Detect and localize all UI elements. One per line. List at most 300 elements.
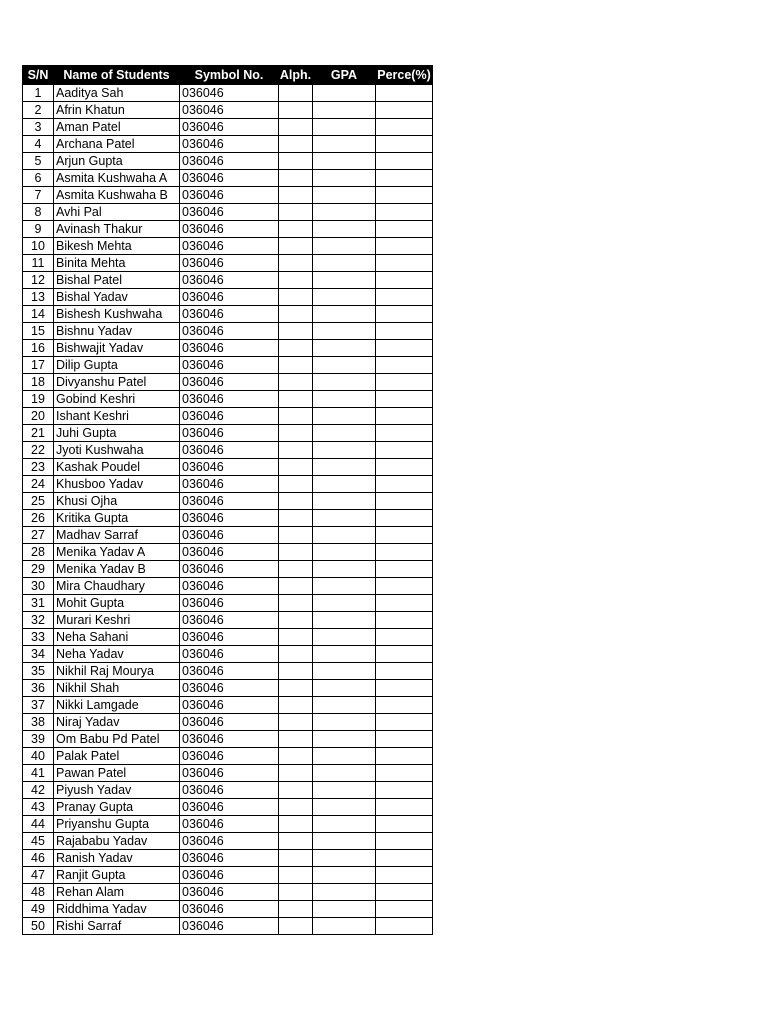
alph-cell [279,85,313,102]
table-row [23,510,433,527]
sn-cell: 14 [23,306,54,323]
alph-cell [279,357,313,374]
sn-cell: 33 [23,629,54,646]
gpa-cell [313,578,376,595]
sn-cell: 5 [23,153,54,170]
table-row [23,238,433,255]
gpa-cell [313,238,376,255]
name-cell: Khusi Ojha [54,493,180,510]
table-row [23,272,433,289]
perc-cell [376,238,433,255]
name-cell: Murari Keshri [54,612,180,629]
symbol-cell: 036046 [180,238,279,255]
perc-cell [376,170,433,187]
symbol-cell: 036046 [180,799,279,816]
sn-cell: 3 [23,119,54,136]
sn-cell: 10 [23,238,54,255]
table-row [23,918,433,935]
name-cell: Bishesh Kushwaha [54,306,180,323]
table-row [23,136,433,153]
alph-cell [279,612,313,629]
name-cell: Rehan Alam [54,884,180,901]
sn-cell: 45 [23,833,54,850]
symbol-cell: 036046 [180,782,279,799]
table-row [23,731,433,748]
gpa-cell [313,408,376,425]
perc-cell [376,918,433,935]
table-row [23,425,433,442]
symbol-cell: 036046 [180,731,279,748]
symbol-cell: 036046 [180,272,279,289]
alph-cell [279,527,313,544]
symbol-cell: 036046 [180,323,279,340]
gpa-cell [313,459,376,476]
alph-cell [279,255,313,272]
perc-cell [376,663,433,680]
perc-cell [376,408,433,425]
name-cell: Divyanshu Patel [54,374,180,391]
perc-cell [376,782,433,799]
name-cell: Piyush Yadav [54,782,180,799]
sn-cell: 1 [23,85,54,102]
symbol-cell: 036046 [180,714,279,731]
name-cell: Bishnu Yadav [54,323,180,340]
symbol-cell: 036046 [180,408,279,425]
symbol-cell: 036046 [180,850,279,867]
sn-cell: 8 [23,204,54,221]
name-cell: Bishal Yadav [54,289,180,306]
sn-cell: 24 [23,476,54,493]
symbol-cell: 036046 [180,153,279,170]
gpa-cell [313,748,376,765]
name-cell: Kashak Poudel [54,459,180,476]
name-cell: Bikesh Mehta [54,238,180,255]
gpa-cell [313,510,376,527]
symbol-cell: 036046 [180,918,279,935]
symbol-cell: 036046 [180,663,279,680]
gpa-cell [313,544,376,561]
alph-cell [279,884,313,901]
symbol-cell: 036046 [180,425,279,442]
table-row [23,697,433,714]
name-cell: Neha Yadav [54,646,180,663]
gpa-cell [313,680,376,697]
alph-cell [279,204,313,221]
header-perc: Perce(%) [376,66,433,85]
name-cell: Pawan Patel [54,765,180,782]
alph-cell [279,578,313,595]
symbol-cell: 036046 [180,340,279,357]
table-row [23,476,433,493]
gpa-cell [313,595,376,612]
gpa-cell [313,272,376,289]
sn-cell: 44 [23,816,54,833]
sn-cell: 19 [23,391,54,408]
gpa-cell [313,697,376,714]
alph-cell [279,901,313,918]
gpa-cell [313,136,376,153]
symbol-cell: 036046 [180,867,279,884]
name-cell: Priyanshu Gupta [54,816,180,833]
gpa-cell [313,714,376,731]
perc-cell [376,884,433,901]
perc-cell [376,374,433,391]
name-cell: Rishi Sarraf [54,918,180,935]
perc-cell [376,153,433,170]
table-row [23,374,433,391]
perc-cell [376,578,433,595]
alph-cell [279,493,313,510]
alph-cell [279,629,313,646]
table-row [23,833,433,850]
sn-cell: 22 [23,442,54,459]
gpa-cell [313,425,376,442]
perc-cell [376,612,433,629]
name-cell: Dilip Gupta [54,357,180,374]
symbol-cell: 036046 [180,544,279,561]
alph-cell [279,816,313,833]
gpa-cell [313,612,376,629]
table-row [23,289,433,306]
symbol-cell: 036046 [180,170,279,187]
symbol-cell: 036046 [180,816,279,833]
student-result-sheet [22,65,433,935]
gpa-cell [313,221,376,238]
sn-cell: 4 [23,136,54,153]
perc-cell [376,476,433,493]
perc-cell [376,816,433,833]
name-cell: Neha Sahani [54,629,180,646]
alph-cell [279,221,313,238]
sn-cell: 31 [23,595,54,612]
alph-cell [279,765,313,782]
alph-cell [279,646,313,663]
perc-cell [376,306,433,323]
perc-cell [376,119,433,136]
table-row [23,527,433,544]
symbol-cell: 036046 [180,391,279,408]
table-row [23,578,433,595]
gpa-cell [313,901,376,918]
sn-cell: 23 [23,459,54,476]
sn-cell: 48 [23,884,54,901]
name-cell: Ishant Keshri [54,408,180,425]
table-row [23,714,433,731]
gpa-cell [313,204,376,221]
name-cell: Mira Chaudhary [54,578,180,595]
alph-cell [279,697,313,714]
sn-cell: 25 [23,493,54,510]
symbol-cell: 036046 [180,221,279,238]
table-row [23,646,433,663]
alph-cell [279,544,313,561]
gpa-cell [313,323,376,340]
gpa-cell [313,782,376,799]
sn-cell: 18 [23,374,54,391]
sn-cell: 12 [23,272,54,289]
name-cell: Bishal Patel [54,272,180,289]
name-cell: Aaditya Sah [54,85,180,102]
name-cell: Menika Yadav B [54,561,180,578]
sn-cell: 29 [23,561,54,578]
table-row [23,323,433,340]
gpa-cell [313,629,376,646]
name-cell: Palak Patel [54,748,180,765]
alph-cell [279,442,313,459]
symbol-cell: 036046 [180,646,279,663]
symbol-cell: 036046 [180,85,279,102]
alph-cell [279,374,313,391]
sn-cell: 34 [23,646,54,663]
sn-cell: 39 [23,731,54,748]
alph-cell [279,595,313,612]
name-cell: Asmita Kushwaha B [54,187,180,204]
gpa-cell [313,799,376,816]
perc-cell [376,425,433,442]
gpa-cell [313,867,376,884]
table-row [23,629,433,646]
header-name: Name of Students [54,66,180,85]
sn-cell: 35 [23,663,54,680]
gpa-cell [313,102,376,119]
perc-cell [376,221,433,238]
header-row [23,66,433,85]
name-cell: Menika Yadav A [54,544,180,561]
table-row [23,408,433,425]
name-cell: Niraj Yadav [54,714,180,731]
perc-cell [376,901,433,918]
alph-cell [279,731,313,748]
sn-cell: 9 [23,221,54,238]
symbol-cell: 036046 [180,102,279,119]
symbol-cell: 036046 [180,578,279,595]
perc-cell [376,561,433,578]
perc-cell [376,391,433,408]
table-row [23,306,433,323]
name-cell: Aman Patel [54,119,180,136]
alph-cell [279,867,313,884]
symbol-cell: 036046 [180,476,279,493]
alph-cell [279,119,313,136]
perc-cell [376,527,433,544]
gpa-cell [313,527,376,544]
alph-cell [279,340,313,357]
sn-cell: 37 [23,697,54,714]
perc-cell [376,340,433,357]
gpa-cell [313,187,376,204]
table-row [23,170,433,187]
table-row [23,255,433,272]
perc-cell [376,510,433,527]
name-cell: Binita Mehta [54,255,180,272]
perc-cell [376,833,433,850]
alph-cell [279,153,313,170]
symbol-cell: 036046 [180,901,279,918]
alph-cell [279,799,313,816]
perc-cell [376,493,433,510]
gpa-cell [313,765,376,782]
alph-cell [279,561,313,578]
gpa-cell [313,850,376,867]
symbol-cell: 036046 [180,136,279,153]
perc-cell [376,867,433,884]
alph-cell [279,323,313,340]
symbol-cell: 036046 [180,493,279,510]
name-cell: Madhav Sarraf [54,527,180,544]
table-row [23,595,433,612]
sn-cell: 32 [23,612,54,629]
perc-cell [376,272,433,289]
name-cell: Mohit Gupta [54,595,180,612]
table-row [23,799,433,816]
sn-cell: 11 [23,255,54,272]
table-row [23,119,433,136]
sn-cell: 27 [23,527,54,544]
table-row [23,884,433,901]
gpa-cell [313,289,376,306]
sn-cell: 43 [23,799,54,816]
name-cell: Afrin Khatun [54,102,180,119]
name-cell: Avinash Thakur [54,221,180,238]
alph-cell [279,459,313,476]
symbol-cell: 036046 [180,119,279,136]
symbol-cell: 036046 [180,884,279,901]
gpa-cell [313,306,376,323]
gpa-cell [313,119,376,136]
table-row [23,442,433,459]
name-cell: Ranish Yadav [54,850,180,867]
table-row [23,493,433,510]
alph-cell [279,850,313,867]
sn-cell: 49 [23,901,54,918]
alph-cell [279,102,313,119]
alph-cell [279,187,313,204]
symbol-cell: 036046 [180,629,279,646]
gpa-cell [313,340,376,357]
gpa-cell [313,85,376,102]
table-row [23,901,433,918]
gpa-cell [313,357,376,374]
alph-cell [279,833,313,850]
table-row [23,357,433,374]
sn-cell: 6 [23,170,54,187]
header-gpa: GPA [313,66,376,85]
sn-cell: 47 [23,867,54,884]
gpa-cell [313,153,376,170]
sn-cell: 16 [23,340,54,357]
name-cell: Bishwajit Yadav [54,340,180,357]
perc-cell [376,731,433,748]
header-symbol: Symbol No. [180,66,279,85]
table-row [23,663,433,680]
name-cell: Nikki Lamgade [54,697,180,714]
symbol-cell: 036046 [180,612,279,629]
sn-cell: 38 [23,714,54,731]
gpa-cell [313,918,376,935]
table-row [23,204,433,221]
sn-cell: 13 [23,289,54,306]
symbol-cell: 036046 [180,459,279,476]
perc-cell [376,323,433,340]
gpa-cell [313,561,376,578]
name-cell: Nikhil Raj Mourya [54,663,180,680]
table-row [23,221,433,238]
sn-cell: 20 [23,408,54,425]
perc-cell [376,187,433,204]
sn-cell: 21 [23,425,54,442]
gpa-cell [313,816,376,833]
table-row [23,340,433,357]
sn-cell: 36 [23,680,54,697]
perc-cell [376,442,433,459]
alph-cell [279,748,313,765]
perc-cell [376,255,433,272]
perc-cell [376,595,433,612]
perc-cell [376,748,433,765]
perc-cell [376,357,433,374]
sn-cell: 41 [23,765,54,782]
perc-cell [376,629,433,646]
name-cell: Rajababu Yadav [54,833,180,850]
gpa-cell [313,476,376,493]
student-table [22,65,433,935]
name-cell: Ranjit Gupta [54,867,180,884]
perc-cell [376,714,433,731]
table-row [23,102,433,119]
table-row [23,544,433,561]
gpa-cell [313,884,376,901]
symbol-cell: 036046 [180,289,279,306]
perc-cell [376,646,433,663]
alph-cell [279,391,313,408]
symbol-cell: 036046 [180,527,279,544]
gpa-cell [313,493,376,510]
gpa-cell [313,374,376,391]
alph-cell [279,782,313,799]
sn-cell: 7 [23,187,54,204]
sn-cell: 15 [23,323,54,340]
alph-cell [279,510,313,527]
table-row [23,816,433,833]
header-alph: Alph. [279,66,313,85]
symbol-cell: 036046 [180,697,279,714]
name-cell: Avhi Pal [54,204,180,221]
alph-cell [279,663,313,680]
gpa-cell [313,391,376,408]
alph-cell [279,306,313,323]
perc-cell [376,289,433,306]
alph-cell [279,476,313,493]
gpa-cell [313,731,376,748]
table-row [23,782,433,799]
table-row [23,765,433,782]
alph-cell [279,170,313,187]
table-row [23,187,433,204]
symbol-cell: 036046 [180,595,279,612]
alph-cell [279,714,313,731]
sn-cell: 17 [23,357,54,374]
table-body [23,85,433,935]
sn-cell: 26 [23,510,54,527]
gpa-cell [313,833,376,850]
alph-cell [279,425,313,442]
alph-cell [279,238,313,255]
table-row [23,391,433,408]
gpa-cell [313,255,376,272]
gpa-cell [313,646,376,663]
sn-cell: 2 [23,102,54,119]
sn-cell: 28 [23,544,54,561]
